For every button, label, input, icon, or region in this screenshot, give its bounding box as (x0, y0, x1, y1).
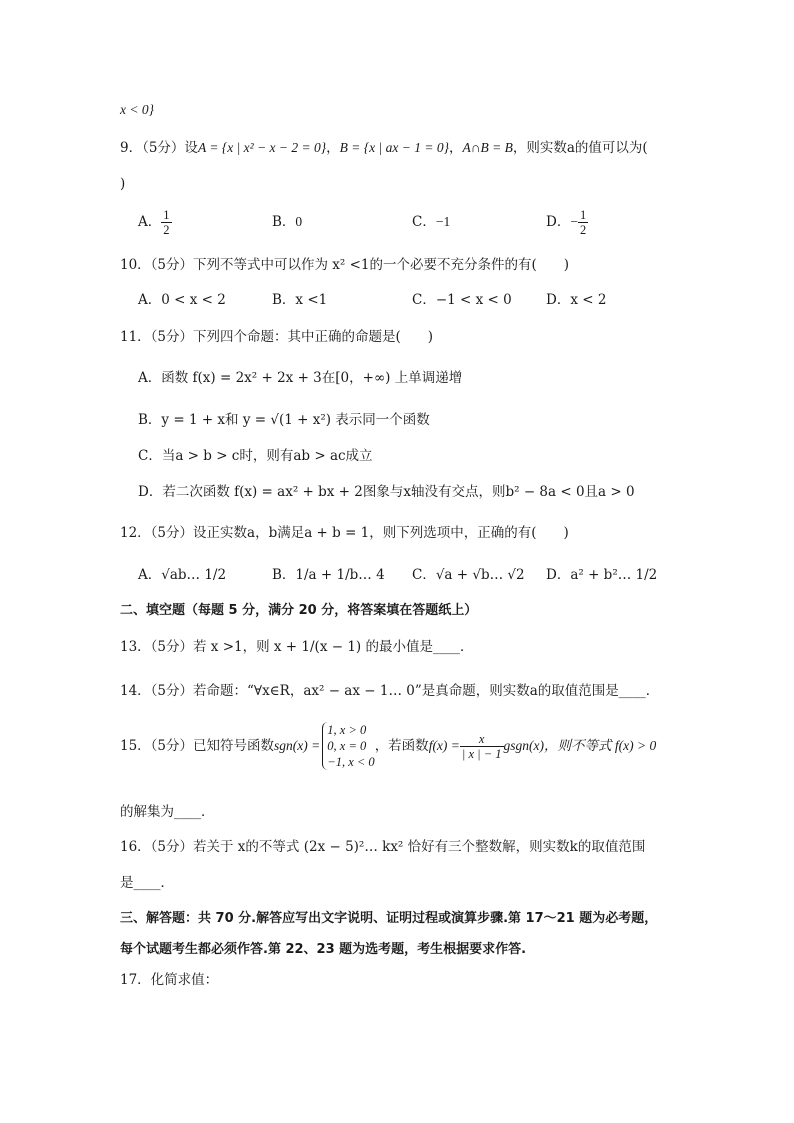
q9-set-b: B = {x | ax − 1 = 0} (339, 140, 449, 155)
section-3-heading: 三、解答题：共 70 分.解答应写出文字说明、证明过程或演算步骤.第 17～21 题为必考题， (120, 911, 658, 926)
q13-stem: 13．（5分）若 x >1，则 x + 1/(x − 1) 的最小值是____． (120, 639, 474, 655)
q9-label: 9．（5分）设 (120, 140, 198, 156)
q9-set-a: A = {x | x² − x − 2 = 0} (197, 140, 327, 155)
q9-stem: 9．（5分）设A = {x | x² − x − 2 = 0}，B = {x | ax − 1 = 0}，A∩B = B，则实数a的值可以为( (120, 140, 648, 156)
q12-stem: 12．（5分）设正实数a，b满足a + b = 1，则下列选项中，正确的有( ) (120, 525, 569, 541)
q11-option-c: C．当a > b > c时，则有ab > ac成立 (138, 448, 373, 464)
q9-option-b: B．0 (272, 214, 303, 230)
q10-option-c: C．−1 < x < 0 (412, 292, 512, 308)
q10-option-d: D．x < 2 (546, 292, 607, 308)
q9-condition: A∩B = B (462, 140, 513, 155)
q14-stem: 14．（5分）若命题：“∀x∈R，ax² − ax − 1… 0”是真命题，则实数a的取值范围是____． (120, 683, 660, 699)
q10-option-a: A．0 < x < 2 (138, 292, 226, 308)
q15-piecewise-cases: 1, x > 0 0, x = 0 −1, x < 0 (322, 722, 374, 770)
q11-option-a: A．函数 f(x) = 2x² + 2x + 3在[0，+∞) 上单调递增 (138, 370, 463, 386)
q9-option-a: A． $\frac{1}{2}$ (138, 208, 170, 237)
q9-tail: ，则实数a的值可以为( (512, 140, 648, 156)
q9-option-d: D．− $\frac{1}{2}$ (546, 208, 587, 237)
section-3-heading-line-2: 每个试题考生都必须作答.第 22、23 题为选考题，考生根据要求作答. (120, 942, 527, 957)
prev-question-fragment: x < 0} (120, 102, 155, 117)
q10-option-b: B．x <1 (272, 292, 328, 308)
q9-close-paren: ) (120, 176, 126, 192)
section-2-heading: 二、填空题（每题 5 分，满分 20 分，将答案填在答题纸上） (120, 603, 478, 618)
q12-option-a: A．√ab… 1/2 (138, 567, 227, 583)
q15-stem: 15．（5分）已知符号函数sgn(x) = 1, x > 0 0, x = 0 −1, x < 0 ，若函数f(x) = $\frac{x}{| x | - 1}$ gsgn(x)，则不等式 f(x) > 0 (120, 723, 657, 769)
q15-line-2: 的解集为____． (120, 804, 215, 820)
q11-option-d: D．若二次函数 f(x) = ax² + bx + 2图象与x轴没有交点，则b² − 8a < 0且a > 0 (138, 484, 635, 500)
q12-option-b: B．1/a + 1/b… 4 (272, 567, 385, 583)
q16-stem: 16．（5分）若关于 x的不等式 (2x − 5)²… kx² 恰好有三个整数解，则实数k的取值范围 (120, 839, 646, 855)
q11-option-b: B．y = 1 + x和 y = √(1 + x²) 表示同一个函数 (138, 412, 430, 428)
q9-option-c: C．−1 (412, 214, 451, 230)
q16-line-2: 是____． (120, 875, 174, 891)
q12-option-c: C．√a + √b… √2 (412, 567, 525, 583)
q12-option-d: D．a² + b²… 1/2 (546, 567, 658, 583)
q10-stem: 10．（5分）下列不等式中可以作为 x² <1的一个必要不充分条件的有( ) (120, 257, 570, 273)
q17-stem: 17．化简求值： (120, 972, 219, 988)
q11-stem: 11．（5分）下列四个命题：其中正确的命题是( ) (120, 329, 434, 345)
